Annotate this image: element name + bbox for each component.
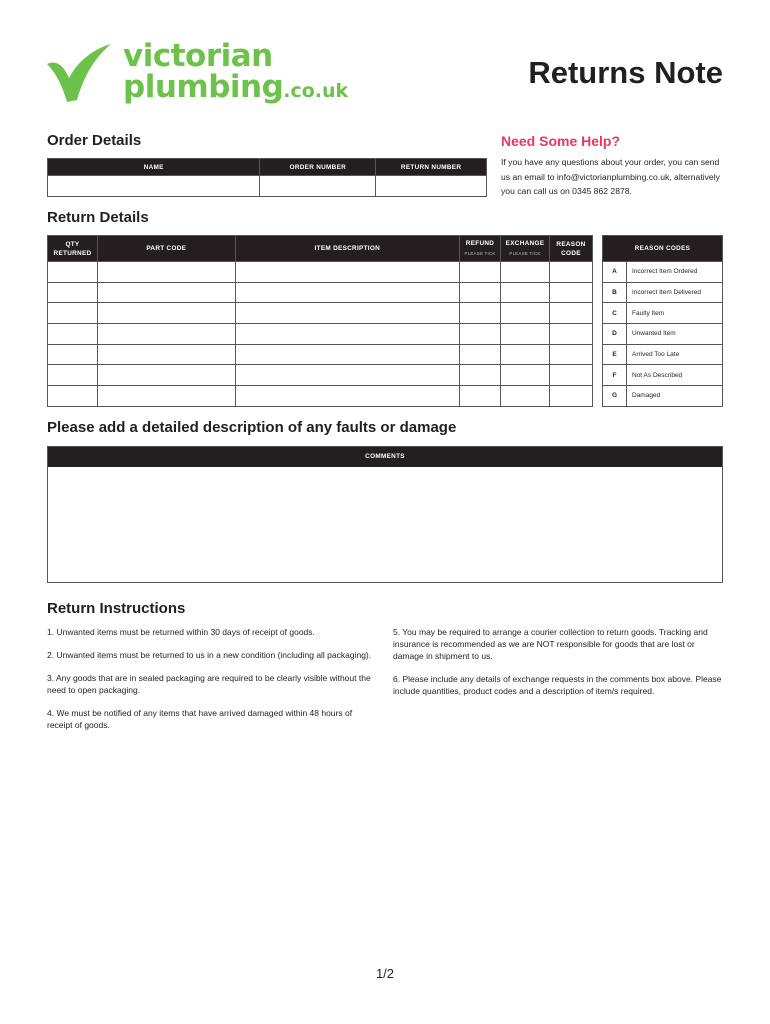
reason-code-row: E Arrived Too Late — [603, 344, 723, 365]
refund-checkbox[interactable] — [460, 344, 501, 365]
help-text: If you have any questions about your order, you can send us an email to info@victorianplumbing.co.uk, alternatively you can call us on 0345 862 2878. — [501, 157, 720, 196]
page-title: Returns Note — [528, 55, 723, 90]
col-item-description-header: ITEM DESCRIPTION — [235, 236, 459, 262]
table-row — [48, 262, 593, 283]
qty-field[interactable] — [48, 303, 98, 324]
qty-field[interactable] — [48, 386, 98, 407]
table-row — [48, 365, 593, 386]
col-part-code-header: PART CODE — [97, 236, 235, 262]
reason-code-field[interactable] — [549, 262, 592, 283]
col-qty-header: QTY RETURNED — [48, 236, 98, 262]
part-code-field[interactable] — [97, 365, 235, 386]
exchange-checkbox[interactable] — [501, 282, 550, 303]
part-code-field[interactable] — [97, 282, 235, 303]
item-description-field[interactable] — [235, 386, 459, 407]
reason-code-row: C Faulty Item — [603, 303, 723, 324]
table-row — [48, 324, 593, 345]
return-details-heading: Return Details — [47, 209, 149, 226]
item-description-field[interactable] — [235, 344, 459, 365]
name-field[interactable] — [48, 176, 260, 197]
logo-wordmark-main: plumbing — [123, 69, 284, 105]
reason-code-row: B Incorrect Item Delivered — [603, 282, 723, 303]
page-number: 1/2 — [375, 966, 395, 981]
instruction-item: 2. Unwanted items must be returned to us in a new condition (including all packaging). — [47, 650, 372, 660]
item-description-field[interactable] — [235, 365, 459, 386]
exchange-checkbox[interactable] — [501, 324, 550, 345]
item-description-field[interactable] — [235, 282, 459, 303]
comments-label: COMMENTS — [48, 447, 722, 467]
instruction-item: 6. Please include any details of exchange requests in the comments box above. Please include quantities, product codes and a description of item/s required. — [393, 674, 722, 696]
qty-field[interactable] — [48, 282, 98, 303]
table-row — [48, 303, 593, 324]
instruction-item: 3. Any goods that are in sealed packaging are required to be clearly visible without the need to open packaging. — [47, 673, 371, 695]
return-details-table — [47, 235, 593, 407]
qty-field[interactable] — [48, 262, 98, 283]
reason-code-row: F Not As Described — [603, 365, 723, 386]
logo-wordmark-line1: victorian — [123, 38, 273, 74]
col-return-number-header: RETURN NUMBER — [376, 159, 487, 176]
order-details-table — [47, 158, 487, 197]
refund-checkbox[interactable] — [460, 303, 501, 324]
instructions-heading: Return Instructions — [47, 600, 186, 617]
reason-code-row: D Unwanted Item — [603, 324, 723, 345]
instructions-left-column — [47, 626, 377, 742]
reason-code-field[interactable] — [549, 324, 592, 345]
reason-code-row: A Incorrect Item Ordered — [603, 262, 723, 283]
item-description-field[interactable] — [235, 324, 459, 345]
instruction-item: 1. Unwanted items must be returned within 30 days of receipt of goods. — [47, 627, 315, 637]
table-row — [48, 344, 593, 365]
refund-checkbox[interactable] — [460, 386, 501, 407]
part-code-field[interactable] — [97, 344, 235, 365]
reason-code-field[interactable] — [549, 282, 592, 303]
part-code-field[interactable] — [97, 386, 235, 407]
order-details-heading: Order Details — [47, 132, 142, 149]
logo-wordmark-line2 — [123, 69, 348, 109]
item-description-field[interactable] — [235, 262, 459, 283]
exchange-checkbox[interactable] — [501, 365, 550, 386]
checkmark-logo-icon — [45, 42, 115, 106]
refund-checkbox[interactable] — [460, 262, 501, 283]
help-heading: Need Some Help? — [501, 133, 621, 149]
return-number-field[interactable] — [376, 176, 487, 197]
col-name-header: NAME — [48, 159, 260, 176]
reason-code-field[interactable] — [549, 386, 592, 407]
reason-codes-header: REASON CODES — [603, 236, 723, 262]
col-refund-header: REFUND PLEASE TICK — [460, 236, 501, 262]
refund-checkbox[interactable] — [460, 282, 501, 303]
part-code-field[interactable] — [97, 324, 235, 345]
instruction-item: 5. You may be required to arrange a courier collection to return goods. Tracking and insurance is recommended as we are NOT responsible for goods that are lost or damage in shipment to us. — [393, 627, 708, 661]
exchange-checkbox[interactable] — [501, 262, 550, 283]
comments-box[interactable] — [47, 446, 723, 583]
description-heading: Please add a detailed description of any faults or damage — [47, 419, 457, 436]
reason-codes-table — [602, 235, 723, 407]
exchange-checkbox[interactable] — [501, 303, 550, 324]
logo-domain: .co.uk — [283, 80, 349, 102]
refund-checkbox[interactable] — [460, 324, 501, 345]
order-number-field[interactable] — [260, 176, 376, 197]
reason-code-field[interactable] — [549, 303, 592, 324]
victorian-plumbing-logo — [45, 38, 355, 110]
part-code-field[interactable] — [97, 303, 235, 324]
col-exchange-header: EXCHANGE PLEASE TICK — [501, 236, 550, 262]
reason-code-field[interactable] — [549, 344, 592, 365]
qty-field[interactable] — [48, 324, 98, 345]
instruction-item: 4. We must be notified of any items that have arrived damaged within 48 hours of receipt of goods. — [47, 708, 353, 730]
refund-checkbox[interactable] — [460, 365, 501, 386]
part-code-field[interactable] — [97, 262, 235, 283]
table-row — [48, 386, 593, 407]
item-description-field[interactable] — [235, 303, 459, 324]
reason-code-field[interactable] — [549, 365, 592, 386]
col-reason-code-header: REASON CODE — [549, 236, 592, 262]
instructions-right-column — [393, 626, 723, 708]
table-row — [48, 282, 593, 303]
col-order-number-header: ORDER NUMBER — [260, 159, 376, 176]
reason-code-row: G Damaged — [603, 386, 723, 407]
exchange-checkbox[interactable] — [501, 344, 550, 365]
qty-field[interactable] — [48, 344, 98, 365]
qty-field[interactable] — [48, 365, 98, 386]
exchange-checkbox[interactable] — [501, 386, 550, 407]
